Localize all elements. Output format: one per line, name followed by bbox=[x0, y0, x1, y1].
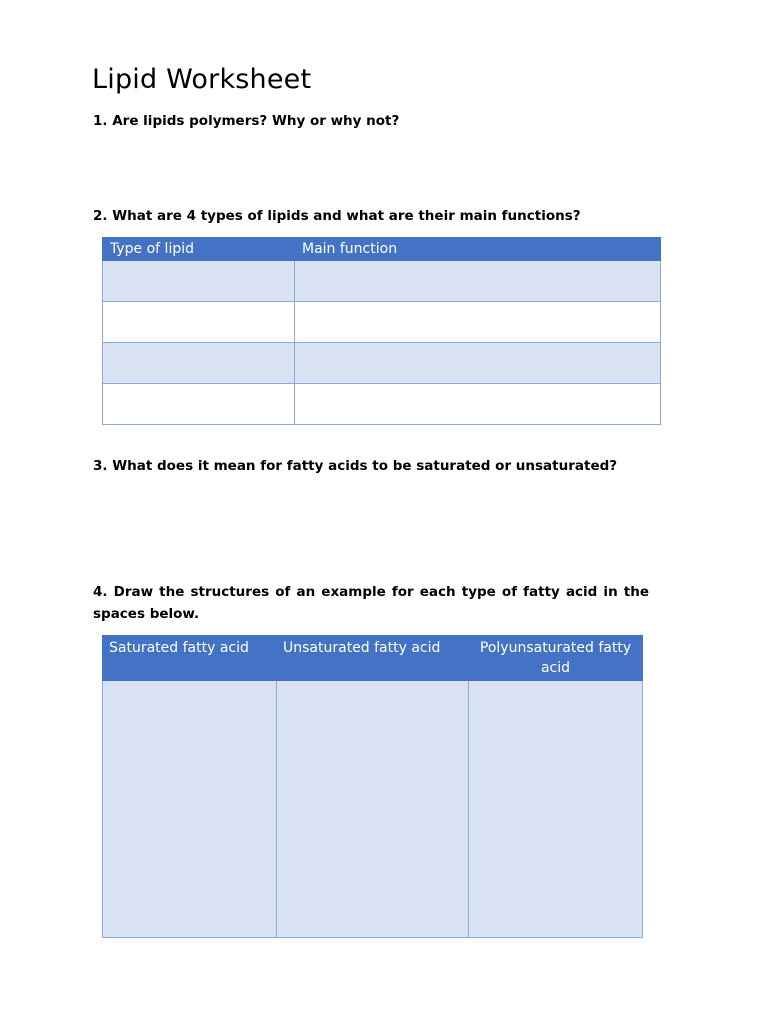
table-header-row bbox=[103, 636, 643, 681]
question-2: 2. What are 4 types of lipids and what are their main functions? bbox=[93, 208, 581, 224]
table-row bbox=[103, 681, 643, 938]
question-3: 3. What does it mean for fatty acids to be saturated or unsaturated? bbox=[93, 458, 618, 474]
table-row bbox=[103, 343, 661, 384]
header-saturated-fatty-acid: Saturated fatty acid bbox=[103, 636, 277, 681]
header-type-of-lipid: Type of lipid bbox=[103, 238, 295, 261]
fatty-acid-structures-table bbox=[102, 635, 643, 938]
question-4: 4. Draw the structures of an example for each type of fatty acid in the spaces below. bbox=[93, 584, 649, 622]
lipid-type-cell[interactable] bbox=[103, 343, 295, 384]
page-title: Lipid Worksheet bbox=[92, 64, 312, 95]
header-polyunsaturated-fatty-acid: Polyunsaturated fatty acid bbox=[469, 636, 643, 681]
main-function-cell[interactable] bbox=[295, 384, 661, 425]
table-row bbox=[103, 384, 661, 425]
header-unsaturated-fatty-acid: Unsaturated fatty acid bbox=[277, 636, 469, 681]
lipid-type-cell[interactable] bbox=[103, 302, 295, 343]
table-row bbox=[103, 302, 661, 343]
polyunsaturated-drawing-space[interactable] bbox=[469, 681, 643, 938]
main-function-cell[interactable] bbox=[295, 261, 661, 302]
unsaturated-drawing-space[interactable] bbox=[277, 681, 469, 938]
lipid-type-cell[interactable] bbox=[103, 261, 295, 302]
main-function-cell[interactable] bbox=[295, 343, 661, 384]
main-function-cell[interactable] bbox=[295, 302, 661, 343]
lipid-type-cell[interactable] bbox=[103, 384, 295, 425]
question-1: 1. Are lipids polymers? Why or why not? bbox=[93, 113, 400, 129]
saturated-drawing-space[interactable] bbox=[103, 681, 277, 938]
table-row bbox=[103, 261, 661, 302]
table-header-row bbox=[103, 238, 661, 261]
lipid-types-table bbox=[102, 237, 661, 425]
header-main-function: Main function bbox=[295, 238, 661, 261]
